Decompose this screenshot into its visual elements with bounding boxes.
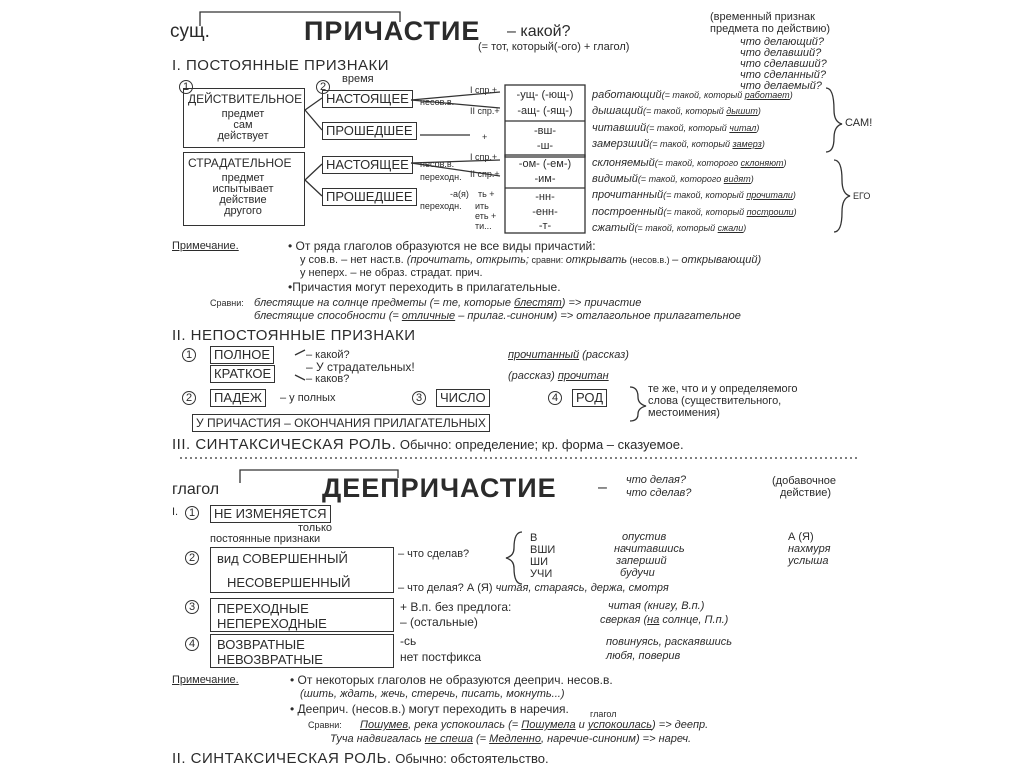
add-note: действие) xyxy=(780,487,831,499)
case-box: ПАДЕЖ xyxy=(210,389,266,407)
same-note: слова (существительного, xyxy=(648,395,782,407)
present-box: НАСТОЯЩЕЕ xyxy=(322,156,413,174)
example-row: дышащий(= такой, который дышит) xyxy=(592,105,761,117)
intrans-label: НЕПЕРЕХОДНЫЕ xyxy=(217,616,327,631)
glagol-small: глагол xyxy=(590,709,617,719)
perehodn-label: переходн. xyxy=(420,172,462,182)
compare-line: Пошумев, река успокоилась (= Пошумела и успокоилась) => деепр. xyxy=(360,719,709,731)
suffix: -ащ- (-ящ-) xyxy=(517,105,573,117)
present-box: НАСТОЯЩЕЕ xyxy=(322,90,413,108)
suffix: -вш- xyxy=(534,125,556,137)
circle-num: 1 xyxy=(185,506,199,520)
nesov-label: несов.в. xyxy=(420,97,455,107)
suffix: -ом- (-ем-) xyxy=(518,158,572,170)
past-box: ПРОШЕДШЕЕ xyxy=(322,188,417,206)
endings-box: У ПРИЧАСТИЯ – ОКОНЧАНИЯ ПРИЛАГАТЕЛЬНЫХ xyxy=(192,414,490,432)
noun-label: сущ. xyxy=(170,21,210,42)
suffix: -енн- xyxy=(532,206,558,218)
note-line: у сов.в. – нет наст.в. (прочитать, открыть; сравни: открывать (несов.в.) – открывающий) xyxy=(300,254,762,266)
add-note: (добавочное xyxy=(772,475,837,487)
ego-label: ЕГО xyxy=(853,191,871,201)
title-question: – какой? xyxy=(507,23,571,40)
perehodn-label: переходн. xyxy=(420,201,462,211)
note-line: (шить, ждать, жечь, стеречь, писать, мокнуть...) xyxy=(300,688,565,700)
page-title: ПРИЧАСТИЕ xyxy=(304,16,481,46)
number-box: ЧИСЛО xyxy=(436,389,490,407)
passive-box xyxy=(183,152,305,226)
circle-num: 1 xyxy=(182,348,196,362)
circle-num: 4 xyxy=(185,637,199,651)
note-label: Примечание. xyxy=(172,674,239,686)
note-line: • От ряда глаголов образуются не все виды причастий: xyxy=(288,239,596,253)
note-line: • Дееприч. (несов.в.) могут переходить в наречия. xyxy=(290,702,569,716)
perf-example-2: нахмуря xyxy=(788,543,831,555)
example-row: сжатый(= такой, который сжали) xyxy=(592,222,747,234)
part2-synt: II. СИНТАКСИЧЕСКАЯ РОЛЬ. Обычно: обстоятельство. xyxy=(172,750,549,767)
a-ya-label: А (Я) xyxy=(788,531,814,543)
perf-example-2: услыша xyxy=(788,555,829,567)
plus: + xyxy=(482,132,488,142)
example-row: склоняемый(= такой, которого склоняют) xyxy=(592,157,787,169)
case-note: – у полных xyxy=(280,392,336,404)
perf-suffix: ВШИ xyxy=(530,544,556,556)
intrans-note: – (остальные) xyxy=(400,615,478,629)
ii-spr: II спр.+ xyxy=(470,169,500,179)
perf-example: опустив xyxy=(622,531,667,543)
section-2-title: II. НЕПОСТОЯННЫЕ ПРИЗНАКИ xyxy=(172,327,416,344)
passive-label: СТРАДАТЕЛЬНОЕ xyxy=(188,156,292,170)
it-et: еть + xyxy=(475,211,497,221)
perf-suffix: ШИ xyxy=(530,556,548,568)
circle-num: 1 xyxy=(179,80,193,94)
passive-desc: предмет xyxy=(221,172,265,184)
active-label: ДЕЙСТВИТЕЛЬНОЕ xyxy=(188,92,303,106)
circle-num: 2 xyxy=(182,391,196,405)
refl-example: любя, поверив xyxy=(606,650,681,662)
perf-example: будучи xyxy=(620,567,655,579)
i-spr: I спр.+ xyxy=(470,85,498,95)
it-et: ить xyxy=(475,201,489,211)
same-note: те же, что и у определяемого xyxy=(648,383,798,395)
only-note: только xyxy=(298,522,332,534)
question: что сделанный? xyxy=(740,69,826,81)
example-row: замерзший(= такой, который замерз) xyxy=(592,138,765,150)
question: что делавший? xyxy=(740,47,822,59)
past-box: ПРОШЕДШЕЕ xyxy=(322,122,417,140)
passive-desc: испытывает xyxy=(212,183,274,195)
refl-example: повинуясь, раскаявшись xyxy=(606,636,733,648)
t-sfx: ть + xyxy=(478,189,495,199)
note-line: •Причастия могут переходить в прилагательные. xyxy=(288,280,561,294)
circle-num: 2 xyxy=(316,80,330,94)
vid-box xyxy=(210,547,394,593)
it-et: ти... xyxy=(475,221,492,231)
vid-imperf: НЕСОВЕРШЕННЫЙ xyxy=(227,575,351,590)
gender-box: РОД xyxy=(572,389,607,407)
circle-num: 3 xyxy=(412,391,426,405)
temp-note-1: (временный признак xyxy=(710,11,815,23)
vid-perf: вид СОВЕРШЕННЫЙ xyxy=(217,551,348,566)
suffix: -ущ- (-ющ-) xyxy=(516,89,574,101)
trans-example: читая (книгу, В.п.) xyxy=(608,600,705,612)
time-label: время xyxy=(342,73,374,85)
ex-short: (рассказ) прочитан xyxy=(508,370,609,382)
circle-num: 2 xyxy=(185,551,199,565)
roman-1: I. xyxy=(172,506,179,518)
compare-line: блестящие способности (= отличные – прилаг.-синоним) => отглагольное прилагательное xyxy=(254,310,741,322)
note-label: Примечание. xyxy=(172,240,239,252)
section-3: III. СИНТАКСИЧЕСКАЯ РОЛЬ. Обычно: определение; кр. форма – сказуемое. xyxy=(172,436,684,453)
short-box: КРАТКОЕ xyxy=(210,365,275,383)
suffix: -т- xyxy=(538,220,552,232)
compare-label: Сравни: xyxy=(308,720,342,730)
trans-note: + В.п. без предлога: xyxy=(400,600,512,614)
circle-num: 4 xyxy=(548,391,562,405)
sam-label: САМ! xyxy=(845,117,873,129)
note-line: у неперх. – не образ. страдат. прич. xyxy=(300,267,483,279)
active-desc: сам xyxy=(233,119,253,131)
q-strad: – У страдательных! xyxy=(306,360,415,374)
question: что делающий? xyxy=(740,36,825,48)
ii-spr: II спр.+ xyxy=(470,106,500,116)
part2-title: ДЕЕПРИЧАСТИЕ xyxy=(322,473,557,503)
trans-box xyxy=(210,598,394,632)
compare-line: Туча надвигалась не спеша (= Медленно, наречие-синоним) => нареч. xyxy=(330,733,692,745)
example-row: прочитанный(= такой, который прочитали) xyxy=(592,189,796,201)
question: что делаемый? xyxy=(740,80,822,92)
verb-label: глагол xyxy=(172,481,220,498)
nesov-label: несов.в. xyxy=(420,159,455,169)
active-desc: предмет xyxy=(221,108,265,120)
perf-example: заперший xyxy=(616,555,667,567)
perf-suffix: УЧИ xyxy=(530,568,553,580)
perf-suffix: В xyxy=(530,532,538,544)
question: что сделавший? xyxy=(740,58,827,70)
nonrefl-label: НЕВОЗВРАТНЫЕ xyxy=(217,652,323,667)
q-kakov: – каков? xyxy=(306,373,350,385)
part2-question: что сделав? xyxy=(626,487,692,499)
same-note: местоимения) xyxy=(648,407,720,419)
perf-example: начитавшись xyxy=(614,543,685,555)
compare-line: блестящие на солнце предметы (= те, которые блестят) => причастие xyxy=(254,297,642,309)
part2-dash: – xyxy=(598,479,607,496)
example-row: читавший(= такой, который читал) xyxy=(592,122,760,134)
suffix: -ш- xyxy=(536,140,554,152)
compare-label: Сравни: xyxy=(210,298,244,308)
suffix: -нн- xyxy=(535,191,555,203)
q-delaya: – что делая? А (Я) читая, стараясь, держа, смотря xyxy=(398,582,669,594)
temp-note-2: предмета по действию) xyxy=(710,23,831,35)
only-note: постоянные признаки xyxy=(210,533,321,545)
note-line: • От некоторых глаголов не образуются дееприч. несов.в. xyxy=(290,673,613,687)
trans-label: ПЕРЕХОДНЫЕ xyxy=(217,601,309,616)
passive-desc: действие xyxy=(219,194,267,206)
part2-question: что делая? xyxy=(626,474,687,486)
ex-full: прочитанный (рассказ) xyxy=(508,349,629,361)
example-row: построенный(= такой, который построили) xyxy=(592,206,797,218)
sya-label: -сь xyxy=(400,634,417,648)
refl-label: ВОЗВРАТНЫЕ xyxy=(217,637,305,652)
title-formula: (= тот, который(-ого) + глагол) xyxy=(478,41,630,53)
no-postfix: нет постфикса xyxy=(400,650,482,664)
i-spr: I спр.+ xyxy=(470,152,498,162)
q-kakoy: – какой? xyxy=(306,349,350,361)
intrans-example: сверкая (на солнце, П.п.) xyxy=(600,614,729,626)
active-box xyxy=(183,88,305,148)
section-1-title: I. ПОСТОЯННЫЕ ПРИЗНАКИ xyxy=(172,57,390,74)
suffix: -им- xyxy=(534,173,556,185)
q-sdelav: – что сделав? xyxy=(398,548,470,560)
unchanging-box: НЕ ИЗМЕНЯЕТСЯ xyxy=(210,505,331,523)
passive-desc: другого xyxy=(224,205,262,217)
active-desc: действует xyxy=(217,130,269,142)
example-row: видимый(= такой, которого видят) xyxy=(592,173,754,185)
refl-box xyxy=(210,634,394,668)
circle-num: 3 xyxy=(185,600,199,614)
example-row: работающий(= такой, который работает) xyxy=(592,89,793,101)
a-ya: -а(я) xyxy=(450,189,469,199)
full-box: ПОЛНОЕ xyxy=(210,346,274,364)
